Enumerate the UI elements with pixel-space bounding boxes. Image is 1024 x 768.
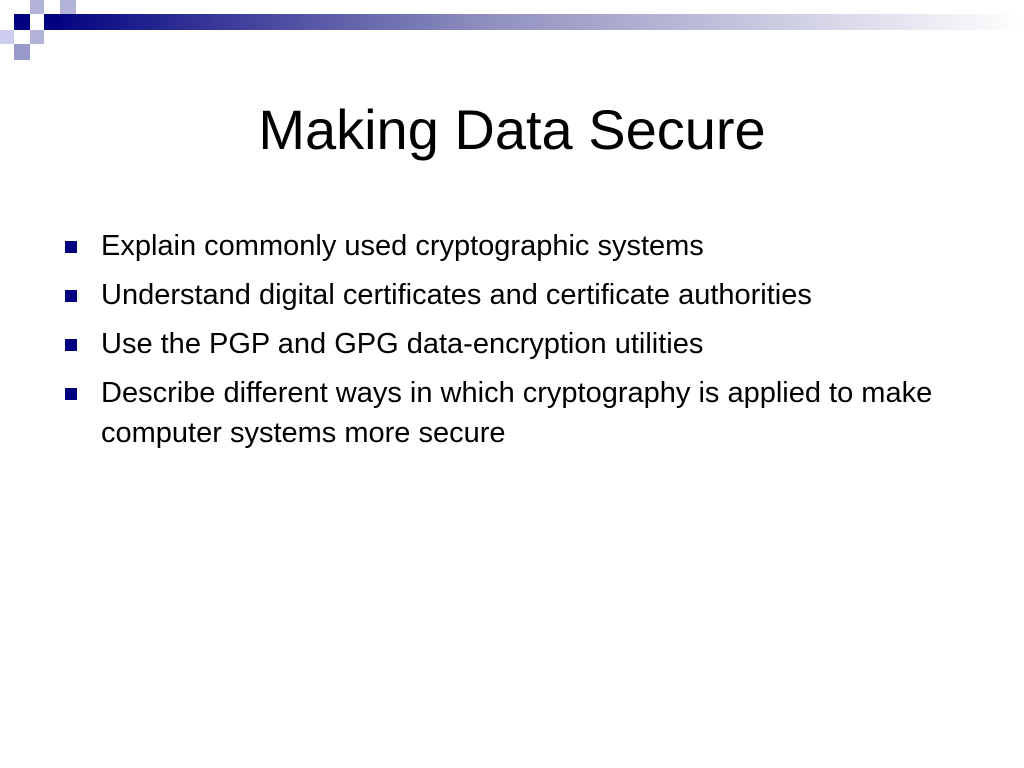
bullet-text: Use the PGP and GPG data-encryption utilities (101, 328, 704, 360)
bullet-text: Understand digital certificates and certificate authorities (101, 279, 812, 311)
square-bullet-icon (65, 241, 77, 253)
bullet-list (62, 226, 962, 462)
square-bullet-icon (65, 290, 77, 302)
list-item (62, 373, 962, 453)
list-item (62, 324, 962, 364)
square-bullet-icon (65, 388, 77, 400)
square-bullet-icon (65, 339, 77, 351)
header-decoration (0, 0, 1024, 64)
slide-title: Making Data Secure (258, 98, 766, 161)
list-item (62, 226, 962, 266)
bullet-text: Explain commonly used cryptographic systems (101, 230, 704, 262)
checker-squares-icon (0, 0, 1024, 64)
bullet-text: Describe different ways in which cryptography is applied to make computer systems more secure (101, 377, 933, 449)
list-item (62, 275, 962, 315)
